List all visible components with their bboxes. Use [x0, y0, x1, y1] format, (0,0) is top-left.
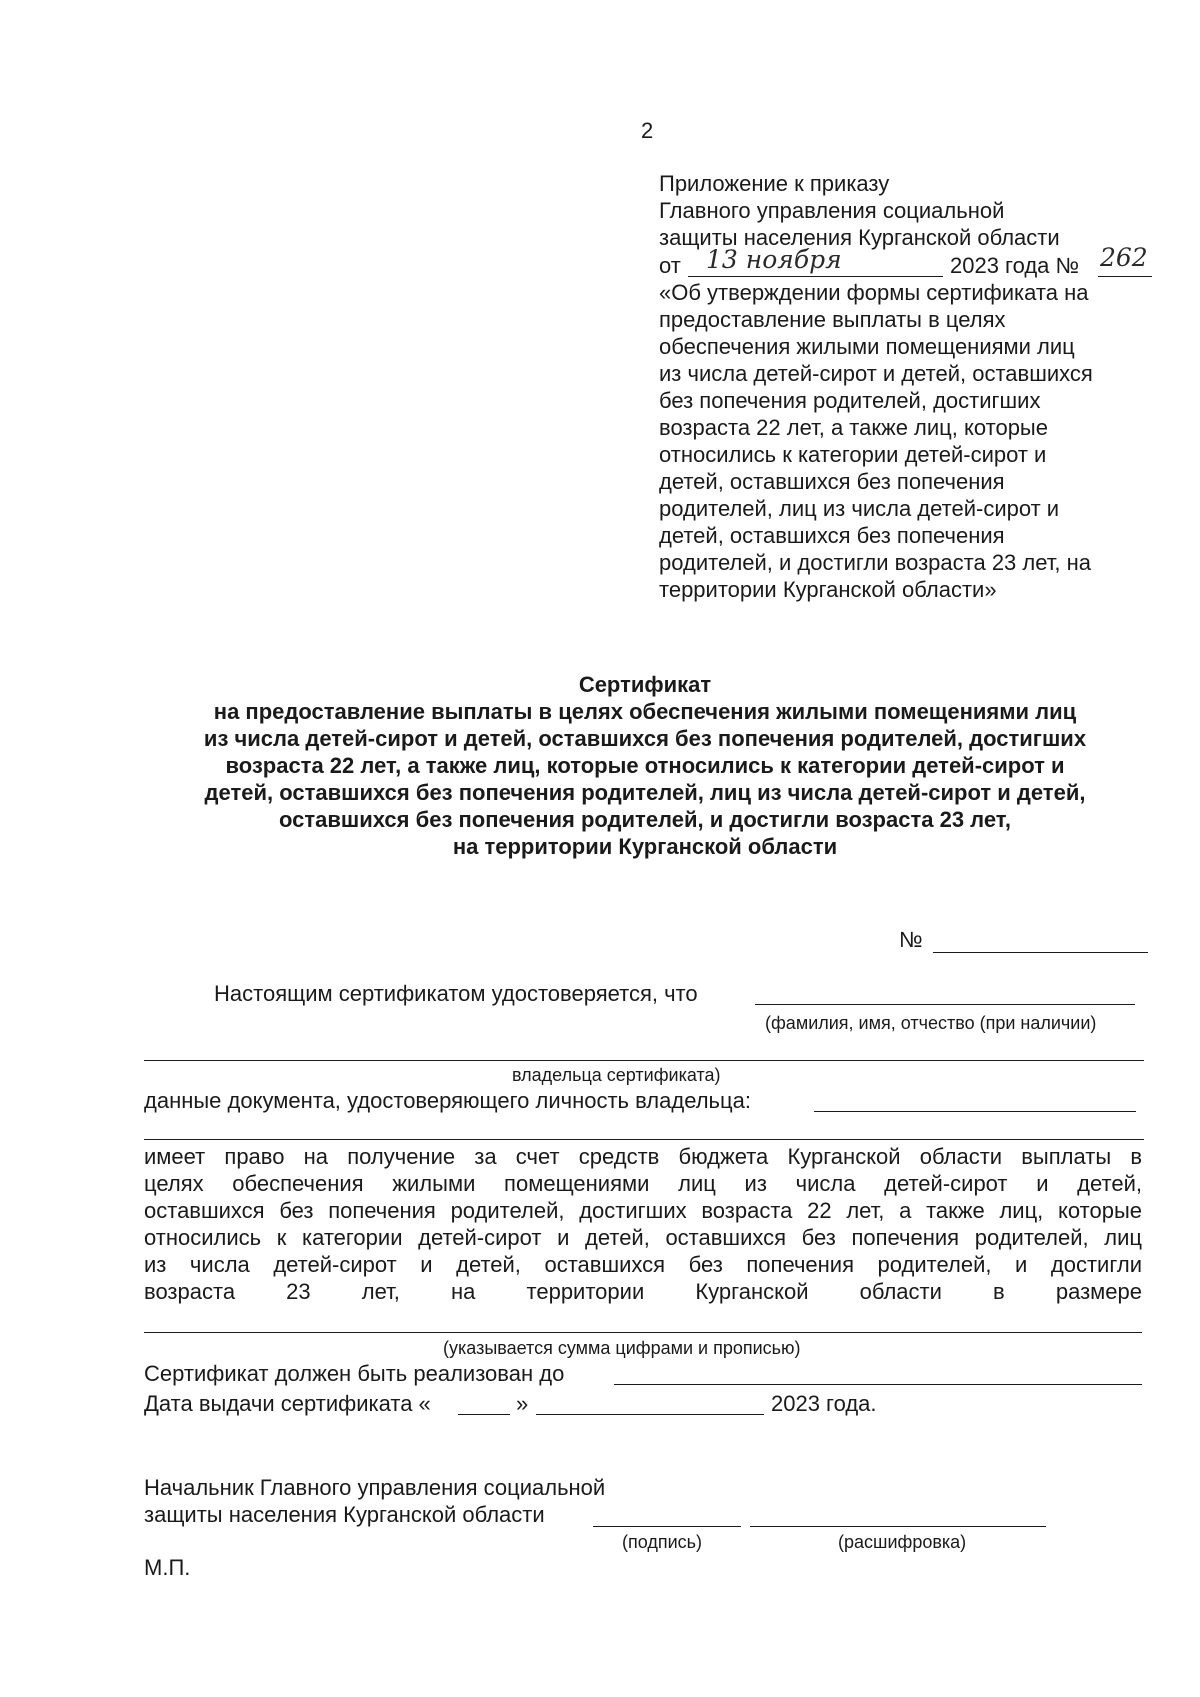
fio-field[interactable] — [755, 1004, 1135, 1005]
page-number: 2 — [641, 118, 654, 143]
appendix-subject-line: возраста 22 лет, а также лиц, которые — [659, 415, 1048, 440]
certificate-number-field[interactable] — [933, 952, 1148, 953]
document-field-continued[interactable] — [144, 1139, 1144, 1140]
valid-until-field[interactable] — [614, 1384, 1142, 1385]
appendix-subject-line: «Об утверждении формы сертификата на — [659, 280, 1089, 305]
certify-text: Настоящим сертификатом удостоверяется, что — [214, 981, 698, 1006]
appendix-subject-line: из числа детей-сирот и детей, оставшихся — [659, 361, 1093, 386]
issue-day-field[interactable] — [458, 1414, 510, 1415]
appendix-line: Приложение к приказу — [659, 171, 890, 196]
order-date-line — [688, 276, 943, 277]
stamp-placeholder: М.П. — [144, 1555, 191, 1580]
issue-date-label: Дата выдачи сертификата « — [144, 1391, 431, 1416]
fio-caption: (фамилия, имя, отчество (при наличии) — [765, 1013, 1097, 1033]
amount-caption: (указывается сумма цифрами и прописью) — [443, 1338, 801, 1358]
fio-field-continued[interactable] — [144, 1060, 1144, 1061]
order-date-prefix: от — [659, 253, 681, 278]
order-number-line — [1098, 276, 1152, 277]
certificate-number-label: № — [899, 927, 923, 952]
signature-field[interactable] — [593, 1526, 741, 1527]
appendix-subject-line: родителей, лиц из числа детей-сирот и — [659, 496, 1060, 521]
appendix-subject-line: детей, оставшихся без попечения — [659, 469, 1005, 494]
title-line: оставшихся без попечения родителей, и достигли возраста 23 лет, — [278, 807, 1012, 832]
signature-decode-caption: (расшифровка) — [838, 1532, 967, 1552]
order-date-handwritten: 13 ноября — [706, 245, 842, 274]
title-line: возраста 22 лет, а также лиц, которые относились к категории детей-сирот и — [225, 753, 1065, 778]
valid-until-label: Сертификат должен быть реализован до — [144, 1361, 565, 1386]
appendix-line: защиты населения Курганской области — [659, 225, 1060, 250]
amount-field[interactable] — [144, 1332, 1142, 1333]
appendix-subject-line: детей, оставшихся без попечения — [659, 523, 1005, 548]
appendix-subject-line: предоставление выплаты в целях — [659, 307, 1006, 332]
fio-caption-owner: владельца сертификата) — [512, 1065, 721, 1085]
body-line: из числа детей-сирот и детей, оставшихся без попечения родителей, и достигли — [144, 1252, 1142, 1277]
appendix-subject-line: без попечения родителей, достигших — [659, 388, 1041, 413]
signature-decode-field[interactable] — [750, 1526, 1046, 1527]
appendix-subject-line: территории Курганской области» — [659, 577, 997, 602]
appendix-subject-line: родителей, и достигли возраста 23 лет, на — [659, 550, 1091, 575]
body-line: целях обеспечения жилыми помещениями лиц из числа детей-сирот и детей, — [144, 1171, 1142, 1196]
signatory-title: Начальник Главного управления социальной — [144, 1475, 606, 1500]
signature-caption: (подпись) — [622, 1532, 703, 1552]
body-line: относились к категории детей-сирот и детей, оставшихся без попечения родителей, лиц — [144, 1225, 1142, 1250]
body-line: имеет право на получение за счет средств бюджета Курганской области выплаты в — [144, 1144, 1142, 1169]
title-line: детей, оставшихся без попечения родителей, лиц из числа детей-сирот и детей, — [204, 780, 1086, 805]
title-line: из числа детей-сирот и детей, оставшихся без попечения родителей, достигших — [203, 726, 1087, 751]
appendix-line: Главного управления социальной — [659, 198, 1005, 223]
appendix-subject-line: обеспечения жилыми помещениями лиц — [659, 334, 1075, 359]
title-line: на предоставление выплаты в целях обеспечения жилыми помещениями лиц — [213, 699, 1077, 724]
title-line: на территории Курганской области — [452, 834, 838, 859]
issue-year-text: 2023 года. — [771, 1391, 877, 1416]
document-field[interactable] — [814, 1111, 1136, 1112]
order-number-handwritten: 262 — [1100, 243, 1148, 272]
document-label: данные документа, удостоверяющего личность владельца: — [144, 1088, 751, 1113]
title-heading: Сертификат — [578, 672, 712, 697]
signatory-title: защиты населения Курганской области — [144, 1502, 545, 1527]
body-line: оставшихся без попечения родителей, достигших возраста 22 лет, а также лиц, которые — [144, 1198, 1142, 1223]
order-year-text: 2023 года № — [950, 253, 1080, 278]
body-line: возраста 23 лет, на территории Курганской области в размере — [144, 1279, 1142, 1304]
issue-date-close-quote: » — [516, 1391, 529, 1416]
appendix-subject-line: относились к категории детей-сирот и — [659, 442, 1047, 467]
issue-month-field[interactable] — [536, 1414, 764, 1415]
